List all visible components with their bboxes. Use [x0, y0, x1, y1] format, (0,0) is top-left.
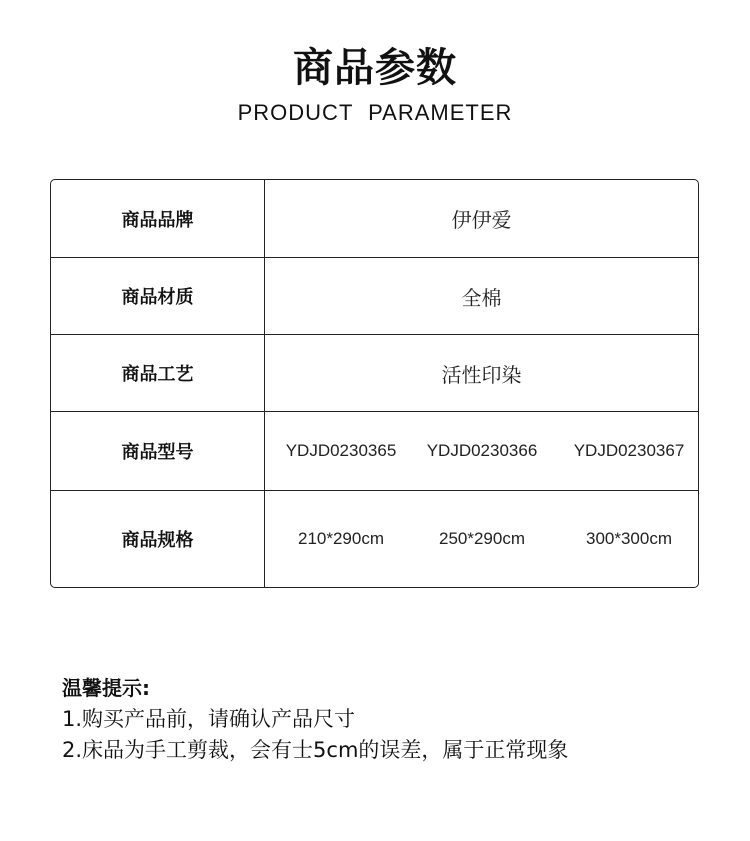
tips-heading: 温馨提示:: [62, 676, 150, 700]
row-value: 全棉: [461, 285, 502, 310]
tips-section: [62, 672, 702, 766]
page-title: 商品参数: [293, 45, 457, 91]
row-label: 商品型号: [51, 412, 265, 490]
row-label: 商品工艺: [51, 335, 265, 411]
model-value: YDJD0230366: [426, 441, 538, 460]
table-row-brand: [51, 180, 698, 258]
size-value: 250*290cm: [438, 529, 525, 548]
model-value: YDJD0230367: [573, 441, 685, 460]
row-value: 活性印染: [441, 362, 522, 387]
table-row-material: [51, 258, 698, 335]
tips-line: 2.床品为手工剪裁，会有士5cm的误差，属于正常现象: [62, 738, 569, 762]
row-label: 商品品牌: [51, 180, 265, 257]
row-value: 伊伊爱: [451, 208, 512, 232]
size-value: 210*290cm: [297, 529, 384, 548]
row-label: 商品材质: [51, 258, 265, 334]
size-value: 300*300cm: [585, 529, 672, 548]
table-row-size: [51, 491, 698, 587]
tips-line: 1.购买产品前，请确认产品尺寸: [62, 707, 356, 731]
table-row-model: [51, 412, 698, 491]
row-label: 商品规格: [51, 491, 265, 587]
product-parameter-table: [50, 179, 699, 588]
page-subtitle: PRODUCT PARAMETER: [237, 100, 513, 125]
model-value: YDJD0230365: [285, 441, 397, 460]
table-row-craft: [51, 335, 698, 412]
